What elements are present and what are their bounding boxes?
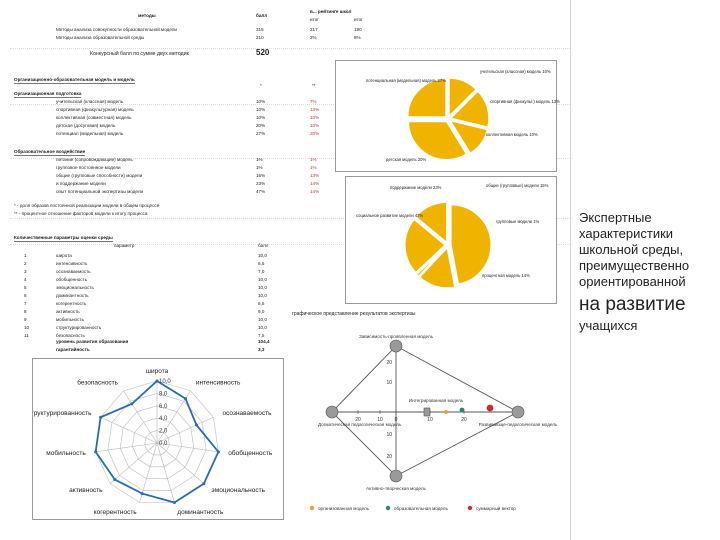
row-value: 10% (256, 107, 266, 112)
pie2-label: поддержание модели 23% (390, 185, 442, 190)
diagram-tick-label: 0 (394, 417, 398, 423)
radar-svg (33, 359, 283, 519)
row-label: питание (сопровождающие) модель (56, 157, 133, 162)
row-value: 315 (256, 27, 264, 32)
radar-point (202, 482, 205, 485)
params-last-value: 3,3 (258, 347, 265, 352)
radar-axis-label: активность (69, 487, 103, 495)
params-col-label: параметр (114, 243, 135, 248)
params-cell-n: 4 (24, 277, 27, 282)
params-cell-label: структурированность (56, 325, 102, 330)
params-cell-value: 10,0 (258, 253, 267, 258)
diagram-tick-label: 10 (377, 417, 383, 423)
row-label: групповое постоянное модели (56, 165, 121, 170)
params-cell-label: обобщенность (56, 277, 88, 282)
row-value: 47% (256, 189, 266, 194)
radar-point (217, 450, 220, 453)
diagram-marker-green (460, 408, 465, 413)
pie2-label: процентная модель 14% (482, 273, 530, 278)
caption-line: характеристики (579, 226, 674, 241)
radar-axis-label: когерентность (93, 509, 137, 517)
row-label: общие (групповые способности) модели (56, 173, 143, 178)
params-last-label: гарантийность (56, 347, 90, 352)
col-mark: * (260, 83, 262, 88)
row-value: 1% (256, 165, 263, 170)
row-label: спортивная (физкультурная) модель (56, 107, 134, 112)
row-label: коллективная (совместная) модель (56, 115, 132, 120)
legend-label: образовательная модель (394, 506, 448, 511)
params-cell-n: 9 (24, 317, 27, 322)
diagram-marker-red (487, 405, 494, 412)
params-cell-label: широта (56, 253, 72, 258)
diagram-tick-label: 20 (386, 454, 392, 460)
params-cell-n: 8 (24, 309, 27, 314)
params-cell-label: эмоциональность (56, 285, 94, 290)
header-sub2: итог (354, 17, 363, 22)
caption-panel (571, 0, 720, 540)
section-a-title: Организационная подготовка (14, 91, 82, 96)
legend-marker (386, 506, 390, 510)
pie1-label: спортивная (физкульт.) модель 13% (490, 99, 560, 104)
row-label: и поддержание модели (56, 181, 106, 186)
row-value: 13% (310, 173, 320, 178)
params-cell-value: 8,5 (258, 301, 265, 306)
params-cell-value: 10,0 (258, 285, 267, 290)
pie2-label: групповые модели 1% (496, 219, 540, 224)
diagram-title: графическое представление результатов экспертизы (292, 311, 416, 317)
note: * - доля образов постоянной реализации модели в общем процессе (14, 203, 160, 208)
radar-axis-label: обобщенность (228, 450, 273, 458)
params-cell-label: мобильность (56, 317, 84, 322)
radar-tick-label: 2,0 (159, 428, 168, 435)
radar-point (184, 397, 187, 400)
caption-line: преимущественно (579, 258, 690, 273)
total-value: 520 (256, 48, 270, 57)
params-cell-n: 10 (24, 325, 30, 330)
row-label: опыт потенциальной экспертизы модели (56, 189, 144, 194)
radar-axis-label: интенсивность (195, 379, 241, 387)
row-value: 13% (310, 107, 320, 112)
params-cell-value: 7,5 (258, 333, 265, 338)
radar-tick-label: 8,0 (159, 391, 168, 398)
row-value: 1% (256, 157, 263, 162)
params-cell-label: когерентность (56, 301, 87, 306)
spreadsheet-area (10, 8, 570, 520)
diagram-tick-label: 10 (386, 432, 392, 438)
radar-point (99, 416, 102, 419)
row-label: учительская (классная) модель (56, 99, 124, 104)
diagram-right-label: Развивающе-педагогическая модель (478, 422, 558, 427)
params-cell-label: интенсивность (56, 261, 88, 266)
radar-axis-label: доминантность (177, 509, 224, 517)
params-cell-value: 9,0 (258, 309, 265, 314)
col-mark: ** (312, 83, 316, 88)
params-cell-label: осознаваемость (56, 269, 91, 274)
diagram-tick-label: 10 (427, 417, 433, 423)
diagram-tick-label: 10 (386, 380, 392, 386)
pie1-label: учительская (классная) модель 10% (480, 69, 551, 74)
row-value: 10% (256, 115, 266, 120)
row-value: 20% (310, 131, 320, 136)
params-cell-value: 7,0 (258, 269, 265, 274)
params-cell-value: 10,0 (258, 293, 267, 298)
diagram-top-label: Зависимость-проявленная модель (358, 334, 434, 339)
params-cell-n: 5 (24, 285, 27, 290)
params-cell-n: 3 (24, 269, 27, 274)
radar-chart (32, 358, 284, 520)
legend-label: организованная модель (318, 506, 370, 511)
params-col-value: балл (258, 243, 269, 248)
pie1-label: коллективная модель 10% (486, 132, 538, 137)
radar-axis-label: мобильность (46, 450, 86, 458)
params-cell-value: 10,0 (258, 277, 267, 282)
pie1-label: детская модель 20% (386, 157, 427, 162)
params-cell-value: 8,5 (258, 261, 265, 266)
params-cell-label: безопасность (56, 333, 85, 338)
params-cell-value: 10,0 (258, 317, 267, 322)
params-cell-n: 7 (24, 301, 27, 306)
legend-label: суммарный вектор (476, 506, 516, 511)
radar-point (173, 501, 176, 504)
params-cell-n: 6 (24, 293, 27, 298)
params-cell-label: активность (56, 309, 80, 314)
caption-line: учащихся (579, 318, 638, 333)
caption-line: ориентированной (579, 274, 686, 289)
params-sum-label: уровень развития образования (56, 339, 129, 344)
params-title: Количественные параметры оценки среды (14, 235, 113, 240)
row-value: 10% (256, 99, 266, 104)
caption-line: школьной среды, (579, 242, 684, 257)
params-cell-n: 11 (24, 333, 29, 338)
diagram-node (512, 406, 524, 418)
row-value: 2% (310, 35, 317, 40)
caption-emphasis: на развитие (579, 294, 686, 315)
diagram-marker-orange (444, 410, 448, 414)
row-label: детская (досуговая) модель (56, 123, 116, 128)
section-title: Организационно-образовательная модель и модель (14, 77, 135, 82)
section-b-title: Образовательное воздействие (14, 149, 86, 154)
pie2-label: общие (групповые) модели 15% (486, 183, 549, 188)
header-label: методы (138, 13, 156, 18)
row-value: 7% (310, 99, 317, 104)
row-value: 1% (310, 165, 317, 170)
row-value: 8% (354, 35, 361, 40)
params-cell-label: доминантность (56, 293, 89, 298)
diagram-svg (292, 320, 562, 518)
note: ** - процентное отношение факторов модели к итогу процесса (14, 211, 148, 216)
diagram-center-label: Интегрированная модель (408, 398, 464, 403)
radar-point (141, 492, 144, 495)
radar-axis (157, 443, 174, 502)
legend-marker (310, 506, 314, 510)
pie-chart-1 (335, 60, 557, 172)
pie-2-svg (346, 177, 556, 303)
diagram-center-node (424, 408, 430, 416)
row-value: 23% (256, 181, 266, 186)
radar-axis-label: безопасность (77, 379, 119, 387)
radar-point (156, 380, 159, 383)
radar-tick-label: 4,0 (159, 416, 168, 423)
radar-point (195, 423, 198, 426)
params-cell-n: 2 (24, 261, 27, 266)
pie-chart-2 (345, 176, 557, 304)
pie-slice (408, 79, 446, 117)
caption-line: Экспертные (579, 210, 652, 225)
header-score: балл (256, 13, 268, 18)
diagram-tick-label: 20 (461, 417, 467, 423)
header-sub1: итог (310, 17, 319, 22)
row-value: 14% (310, 189, 320, 194)
diagram-left-label: Догматическая педагогическая модель (318, 422, 402, 427)
row-label: Методы анализа образовательной среды (56, 35, 145, 40)
row-value: 20% (256, 123, 266, 128)
row-value: 15% (256, 173, 266, 178)
radar-axis (96, 443, 157, 452)
row-value: 210 (256, 35, 264, 40)
expert-diagram (292, 320, 562, 518)
radar-point (130, 402, 133, 405)
diagram-node (390, 340, 402, 352)
grid-line (10, 48, 570, 49)
header-right: в... рейтинге школ (310, 9, 352, 14)
total-label: Конкурсный балл по сумме двух методик (90, 51, 189, 57)
radar-point (94, 450, 97, 453)
diagram-tick-label: 20 (386, 360, 392, 366)
radar-tick-label: 10,0 (159, 379, 171, 385)
radar-axis-label: эмоциональность (211, 487, 265, 495)
params-cell-n: 1 (24, 253, 27, 258)
diagram-bottom-label: Активно-творческая модель (366, 486, 426, 491)
pie2-label: социальное развитие модели 47% (356, 213, 424, 218)
row-value: 27% (256, 131, 266, 136)
row-value: 1% (310, 157, 317, 162)
params-sum-value: 104,4 (258, 339, 270, 344)
radar-tick-label: 0,0 (159, 441, 168, 447)
radar-tick-label: 6,0 (159, 403, 168, 410)
diagram-node (326, 406, 338, 418)
row-value: 190 (354, 27, 362, 32)
radar-axis-label: структурированность (33, 410, 92, 418)
row-value: 14% (310, 181, 320, 186)
row-label: потенциал (модельная) модель (56, 131, 124, 136)
row-value: 10% (310, 115, 320, 120)
pie1-label: потенциальная (модельная) модель 27% (366, 78, 446, 83)
radar-axis-label: осознаваемость (222, 410, 272, 418)
row-label: Методы анализа совокупности образовательной модели (56, 27, 178, 32)
radar-point (113, 478, 116, 481)
diagram-node (390, 470, 402, 482)
radar-axis-label: широта (145, 368, 169, 375)
params-cell-value: 10,0 (258, 325, 267, 330)
diagram-tick-label: 20 (355, 417, 361, 423)
legend-marker (468, 506, 472, 510)
row-value: 10% (310, 123, 320, 128)
row-value: 217 (310, 27, 318, 32)
